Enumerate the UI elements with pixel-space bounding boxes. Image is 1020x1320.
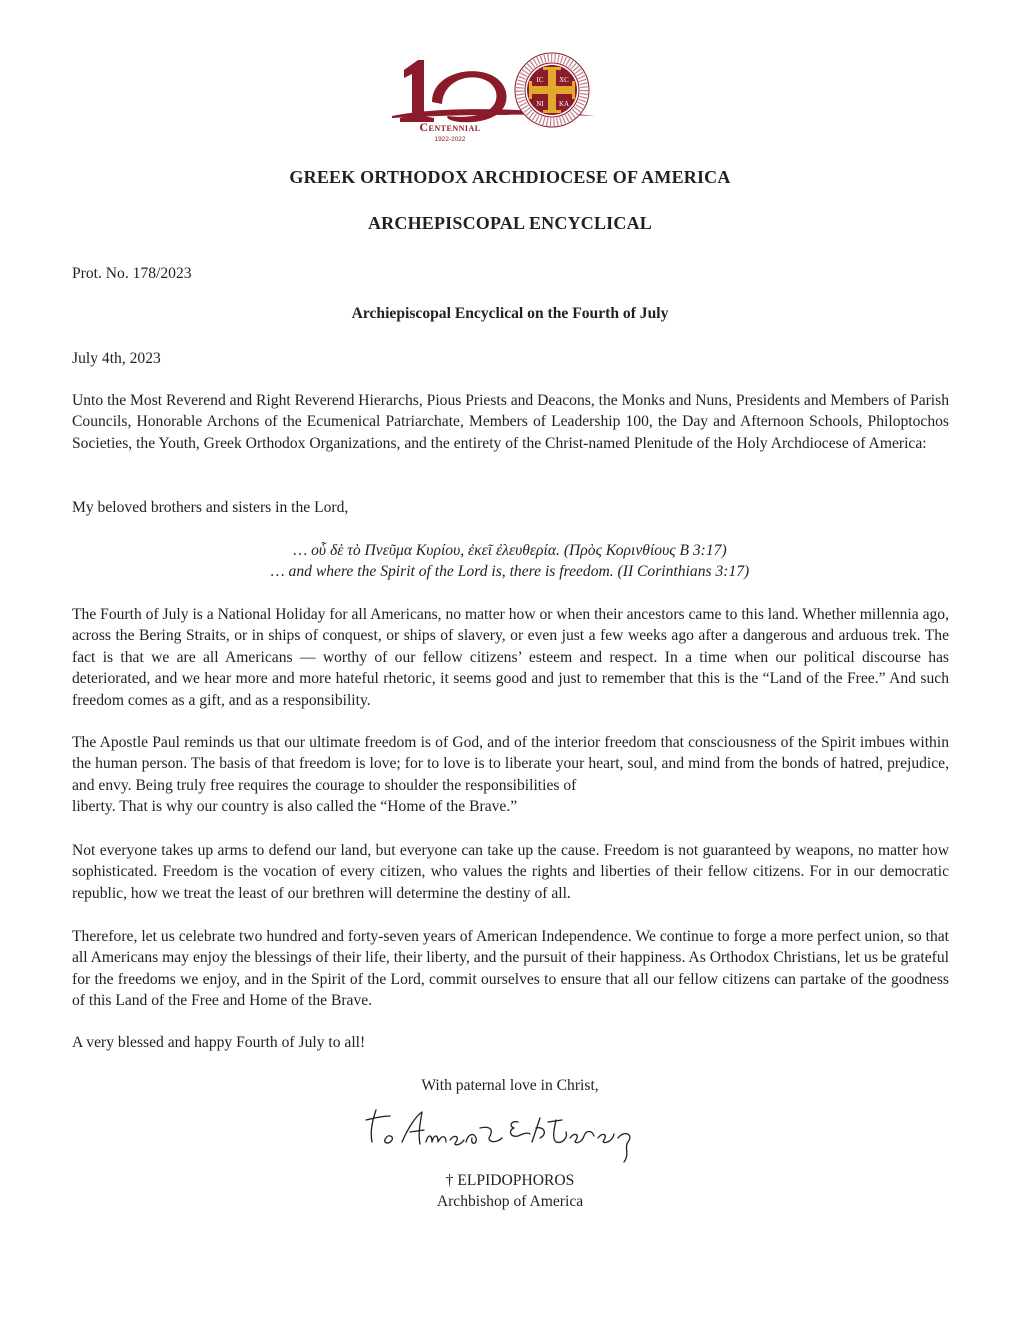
cross-letter-ic: IC bbox=[536, 76, 544, 84]
body-paragraph-2-end: liberty. That is why our country is also called the “Home of the Brave.” bbox=[72, 798, 518, 816]
greeting: My beloved brothers and sisters in the Lord, bbox=[72, 499, 349, 516]
signer-name: † ELPIDOPHOROS bbox=[445, 1172, 575, 1189]
organization-heading: GREEK ORTHODOX ARCHDIOCESE OF AMERICA bbox=[289, 167, 731, 187]
body-paragraph-4: Therefore, let us celebrate two hundred and forty-seven years of American Independence. We continue to forge a more perfect union, so that all Americans may enjoy the blessings of their life, their liberty, and the pursuit of their happiness. As Orthodox Christians, let us be grateful for the freedoms we enjoy, and in the Spirit of the Lord, commit ourselves to ensure that all our fellow citizens can partake of the goodness of this Land of the Free and Home of the Brave. bbox=[72, 928, 949, 1010]
salutation: With paternal love in Christ, bbox=[421, 1077, 599, 1094]
logo-banner-text: Centennial bbox=[419, 120, 481, 134]
document-type-heading: ARCHEPISCOPAL ENCYCLICAL bbox=[367, 213, 652, 233]
quote-greek: … οὗ δὲ τὸ Πνεῦμα Κυρίου, ἐκεῖ ἐλευθερία. (Πρὸς Κορινθίους Β 3:17) bbox=[293, 542, 727, 559]
body-paragraph-2-main: The Apostle Paul reminds us that our ultimate freedom is of God, and of the interior freedom that consciousness of the Spirit imbues within the human person. The basis of that freedom is love; for to love is to liberate your heart, soul, and mind from the bonds of hatred, prejudice, and envy. Being truly free requires the courage to shoulder the responsibilities of bbox=[72, 734, 949, 794]
logo-years-text: 1922-2022 bbox=[434, 136, 466, 143]
closing-line: A very blessed and happy Fourth of July to all! bbox=[72, 1034, 366, 1051]
cross-letter-xc: XC bbox=[559, 76, 569, 84]
signer-title: Archbishop of America bbox=[436, 1193, 584, 1211]
handwritten-signature bbox=[362, 1098, 642, 1168]
body-paragraph-3: Not everyone takes up arms to defend our land, but everyone can take up the cause. Freedom is not guaranteed by weapons, no matter how sophisticated. Freedom is the vocation of every citizen, who values the rights and liberties of their fellow citizens. For in our democratic republic, how we treat the least of our brethren will determine the destiny of all. bbox=[72, 842, 949, 902]
protocol-number: Prot. No. 178/2023 bbox=[72, 265, 192, 282]
subject-line: Archiepiscopal Encyclical on the Fourth of July bbox=[351, 305, 669, 322]
body-paragraph-1: The Fourth of July is a National Holiday for all Americans, no matter how or when their ancestors came to this land. Whether millennia ago, across the Bering Straits, or in ships of conquest, or ships of slavery, or even just a few weeks ago after a dangerous and arduous trek. The fact is that we are all Americans — worthy of our fellow citizens’ esteem and respect. In a time when our political discourse has deteriorated, and we hear more and more hateful rhetoric, it seems good and just to remember that this is the “Land of the Free.” And such freedom comes as a gift, and as a responsibility. bbox=[72, 606, 949, 709]
cross-letter-ka: KA bbox=[558, 100, 570, 108]
archdiocese-seal bbox=[515, 53, 589, 127]
letter-date: July 4th, 2023 bbox=[72, 350, 161, 367]
cross-letter-ni: NI bbox=[536, 100, 544, 108]
quote-english: … and where the Spirit of the Lord is, there is freedom. (II Corinthians 3:17) bbox=[270, 563, 750, 580]
address-paragraph: Unto the Most Reverend and Right Reverend Hierarchs, Pious Priests and Deacons, the Monks and Nuns, Presidents and Members of Parish Councils, Honorable Archons of the Ecumenical Patriarchate, Members of Leadership 100, the Day and Afternoon Schools, Philoptochos Societies, the Youth, Greek Orthodox Organizations, and the entirety of the Christ-named Plenitude of the Holy Archdiocese of America: bbox=[72, 392, 950, 452]
signer-block bbox=[0, 1170, 1020, 1213]
body-paragraph-2 bbox=[72, 732, 949, 818]
centennial-logo bbox=[390, 52, 605, 144]
scripture-quote bbox=[0, 540, 1020, 582]
